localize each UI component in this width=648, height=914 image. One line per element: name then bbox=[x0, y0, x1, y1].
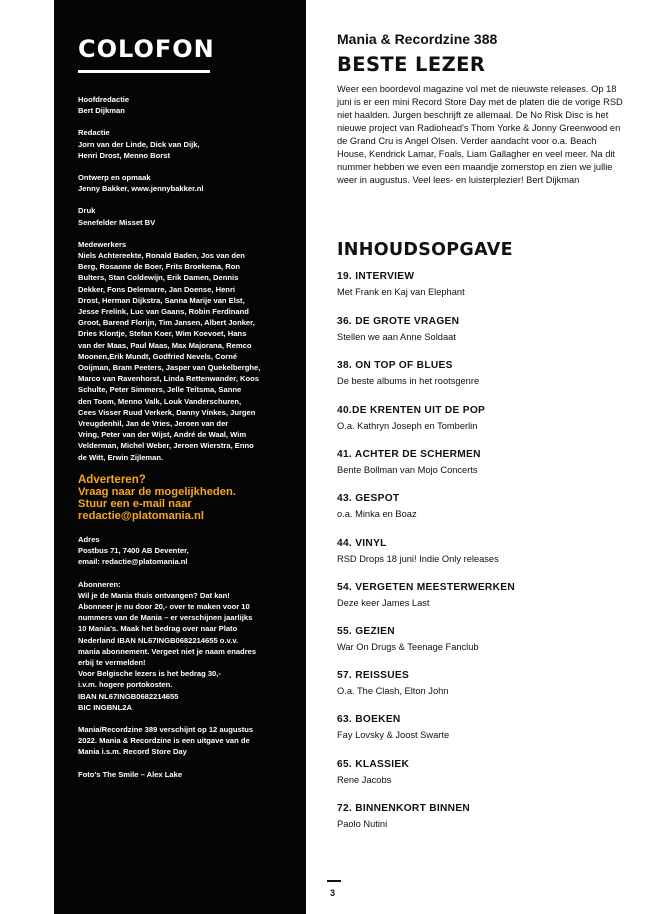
advert-line: Stuur een e-mail naar bbox=[78, 497, 192, 510]
toc-item-heading: 43. GESPOT bbox=[337, 493, 400, 504]
photo-credit-block bbox=[78, 769, 290, 780]
greeting-heading: BESTE LEZER bbox=[337, 53, 486, 76]
colofon-line: Velderman, Michel Weber, Jeroen Wierstra, Enno bbox=[78, 441, 254, 451]
colofon-line: den Toom, Menno Valk, Louk Vanderschuren, bbox=[78, 396, 242, 406]
colofon-line: IBAN NL67INGB0682214655 bbox=[78, 691, 179, 701]
colofon-line: email: redactie@platomania.nl bbox=[78, 557, 188, 567]
colofon-line: de Witt, Erwin Zijleman. bbox=[78, 452, 164, 462]
advert-email-link[interactable]: redactie@platomania.nl bbox=[78, 509, 204, 522]
colofon-title-rule bbox=[78, 70, 210, 73]
page-number-rule bbox=[327, 880, 341, 882]
toc-item bbox=[337, 669, 627, 698]
advert-line: Vraag naar de mogelijkheden. bbox=[78, 485, 236, 498]
colofon-line: Moonen,Erik Mundt, Godfried Nevels, Corné bbox=[78, 351, 238, 361]
page-number: 3 bbox=[330, 888, 336, 898]
colofon-line: Groot, Barend Florijn, Tim Jansen, Albert Jonker, bbox=[78, 318, 255, 328]
toc-item bbox=[337, 537, 627, 566]
colofon-line: Postbus 71, 7400 AB Deventer, bbox=[78, 546, 189, 556]
colofon-address-block bbox=[78, 534, 290, 568]
toc-item-description: Rene Jacobs bbox=[337, 775, 392, 785]
toc-item bbox=[337, 581, 627, 610]
colofon-line: mania abonnement. Vergeet niet je naam enadres bbox=[78, 646, 257, 656]
colofon-line: Vring, Peter van der Wijst, André de Waal, Wim bbox=[78, 430, 247, 440]
toc-item-description: O.a. The Clash, Elton John bbox=[337, 686, 449, 696]
colofon-blocks bbox=[78, 94, 290, 463]
colofon-subscription-block bbox=[78, 579, 290, 713]
magazine-title: Mania & Recordzine 388 bbox=[337, 31, 498, 47]
colofon-tail bbox=[78, 534, 290, 780]
toc-item-description: War On Drugs & Teenage Fanclub bbox=[337, 642, 479, 652]
colofon-block bbox=[78, 127, 290, 161]
colofon-line: Voor Belgische lezers is het bedrag 30,- bbox=[78, 669, 221, 679]
colofon-line: Vreugdenhil, Jan de Vries, Jeroen van der bbox=[78, 419, 229, 429]
colofon-line: Bulters, Stan Coldewijn, Erik Damen, Dennis bbox=[78, 273, 239, 283]
toc-item-heading: 57. REISSUES bbox=[337, 670, 410, 681]
toc-item-heading: 65. KLASSIEK bbox=[337, 759, 410, 770]
colofon-line: Ooijman, Bram Peeters, Jasper van Quekelberghe, bbox=[78, 363, 261, 373]
colofon-block bbox=[78, 205, 290, 227]
toc-item bbox=[337, 492, 627, 521]
colofon-line: Marco van Ravenhorst, Linda Rettenwander, Koos bbox=[78, 374, 260, 384]
colofon-line: nummers van de Mania – er verschijnen jaarlijks bbox=[78, 613, 253, 623]
toc-item-description: Paolo Nutini bbox=[337, 819, 388, 829]
colofon-line: 2022. Mania & Recordzine is een uitgave van de bbox=[78, 736, 250, 746]
toc-item bbox=[337, 625, 627, 654]
toc-item bbox=[337, 448, 627, 477]
colofon-line: Abonneer je nu door 20,- over te maken voor 10 bbox=[78, 601, 250, 611]
colofon-title: COLOFON bbox=[78, 35, 215, 63]
colofon-line: Mania/Recordzine 389 verschijnt op 12 augustus bbox=[78, 724, 254, 734]
colofon-block-heading: Redactie bbox=[78, 128, 110, 138]
toc-item-description: RSD Drops 18 juni! Indie Only releases bbox=[337, 554, 499, 564]
colofon-block bbox=[78, 239, 290, 463]
colofon-line: van der Maas, Paul Maas, Max Majorana, Remco bbox=[78, 340, 252, 350]
colofon-line: Cees Visser Ruud Verkerk, Danny Vinkes, Jurgen bbox=[78, 407, 256, 417]
toc-heading: INHOUDSOPGAVE bbox=[337, 240, 513, 260]
toc-item-heading: 54. VERGETEN MEESTERWERKEN bbox=[337, 582, 516, 593]
colofon-line: Jenny Bakker, www.jennybakker.nl bbox=[78, 184, 204, 194]
colofon-line: Jesse Frelink, Luc van Gaans, Robin Ferdinand bbox=[78, 307, 249, 317]
colofon-line: Dries Klontje, Stefan Koer, Wim Koevoet, Hans bbox=[78, 329, 247, 339]
colofon-line: erbij te vermelden! bbox=[78, 657, 146, 667]
colofon-line: BIC INGBNL2A bbox=[78, 702, 133, 712]
colofon-block-heading: Hoofdredactie bbox=[78, 95, 130, 104]
toc-item-heading: 72. BINNENKORT BINNEN bbox=[337, 803, 471, 814]
colofon-line: Senefelder Misset BV bbox=[78, 217, 156, 227]
advert-block bbox=[78, 474, 290, 522]
toc-item bbox=[337, 758, 627, 787]
toc-item-description: o.a. Minka en Boaz bbox=[337, 509, 417, 519]
toc-item-description: De beste albums in het rootsgenre bbox=[337, 376, 480, 386]
toc-item-heading: 38. ON TOP OF BLUES bbox=[337, 360, 453, 371]
toc-item-heading: 19. INTERVIEW bbox=[337, 271, 415, 282]
toc-item bbox=[337, 802, 627, 831]
toc-item bbox=[337, 270, 627, 299]
toc-item bbox=[337, 713, 627, 742]
colofon-block-heading: Medewerkers bbox=[78, 239, 127, 249]
toc-item-heading: 55. GEZIEN bbox=[337, 626, 395, 637]
toc-item bbox=[337, 315, 627, 344]
toc-item-description: Bente Bollman van Mojo Concerts bbox=[337, 465, 478, 475]
toc-item-heading: 63. BOEKEN bbox=[337, 714, 401, 725]
colofon-line: Berg, Rosanne de Boer, Frits Broekema, Ron bbox=[78, 262, 241, 272]
colofon-block bbox=[78, 94, 290, 116]
toc-item-description: Deze keer James Last bbox=[337, 598, 430, 608]
toc-item-heading: 36. DE GROTE VRAGEN bbox=[337, 316, 460, 327]
colofon-line: Wil je de Mania thuis ontvangen? Dat kan! bbox=[78, 590, 230, 600]
colofon-block-heading: Adres bbox=[78, 534, 100, 544]
toc-item-description: Met Frank en Kaj van Elephant bbox=[337, 287, 465, 297]
colofon-line: i.v.m. hogere portokosten. bbox=[78, 680, 173, 690]
colofon-release-block bbox=[78, 724, 290, 758]
colofon-line: Jorn van der Linde, Dick van Dijk, bbox=[78, 139, 200, 149]
toc-item bbox=[337, 359, 627, 388]
colofon-body bbox=[78, 94, 290, 791]
toc-item-heading: 41. ACHTER DE SCHERMEN bbox=[337, 449, 481, 460]
toc-item-description: Fay Lovsky & Joost Swarte bbox=[337, 730, 450, 740]
colofon-block-heading: Druk bbox=[78, 206, 96, 216]
colofon-block-heading: Abonneren: bbox=[78, 579, 121, 589]
colofon-block bbox=[78, 172, 290, 194]
intro-paragraph: Weer een boordevol magazine vol met de nieuwste releases. Op 18 juni is er een mini Record Store Day met de platen die de vorige RSD niet haalden. Jurgen beschrijft ze allemaal. De No Risk Disc is het nieuwe project van Radiohead's Thom Yorke & Jonny Greenwood en de Grand Cru is Angel Olsen. Verder aandacht voor o.a. Beach House, Kendrick Lamar, Foals, Liam Gallagher en veel meer. Na dit nummer hebben we even een maandje zomerstop en zien we jullie weer in augustus. Veel lees- en luisterplezier! Bert Dijkman bbox=[337, 84, 623, 185]
colofon-line: Dekker, Fons Delemarre, Jan Doense, Henri bbox=[78, 284, 236, 294]
colofon-line: Schulte, Peter Simmers, Jelle Teitsma, Sanne bbox=[78, 385, 242, 395]
colofon-line: Nederland IBAN NL67INGB0682214655 o.v.v. bbox=[78, 635, 239, 645]
colofon-line: Niels Achtereekte, Ronald Baden, Jos van den bbox=[78, 251, 245, 261]
toc-item-heading: 44. VINYL bbox=[337, 538, 387, 549]
colofon-line: Henri Drost, Menno Borst bbox=[78, 150, 170, 160]
photo-credit: Foto's The Smile – Alex Lake bbox=[78, 769, 183, 779]
toc-item-heading: 40.DE KRENTEN UIT DE POP bbox=[337, 405, 486, 416]
colofon-panel bbox=[54, 0, 306, 914]
colofon-line: Bert Dijkman bbox=[78, 106, 125, 116]
toc-item-description: O.a. Kathryn Joseph en Tomberlin bbox=[337, 421, 478, 431]
colofon-block-heading: Ontwerp en opmaak bbox=[78, 173, 151, 183]
toc-item-description: Stellen we aan Anne Soldaat bbox=[337, 332, 456, 342]
colofon-line: Mania i.s.m. Record Store Day bbox=[78, 747, 187, 757]
toc-item bbox=[337, 404, 627, 433]
advert-title: Adverteren? bbox=[78, 473, 146, 486]
colofon-line: Drost, Herman Dijkstra, Sanna Marije van Elst, bbox=[78, 295, 245, 305]
colofon-line: 10 Mania's. Maak het bedrag over naar Plato bbox=[78, 624, 238, 634]
